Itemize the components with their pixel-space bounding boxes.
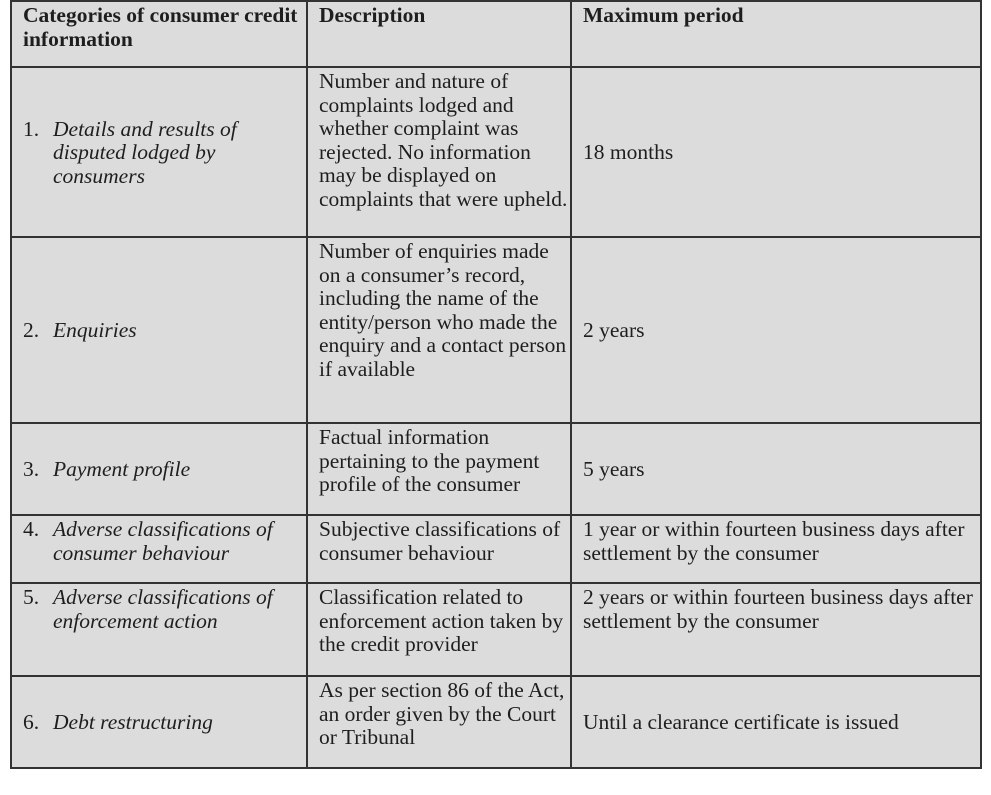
category-name: Payment profile <box>53 457 191 482</box>
period-cell: 1 year or within fourteen business days after settlement by the consumer <box>571 515 981 583</box>
description-cell: As per section 86 of the Act, an order given by the Court or Tribunal <box>307 676 571 768</box>
description-cell: Subjective classifications of consumer behaviour <box>307 515 571 583</box>
description-cell: Number of enquiries made on a consumer’s record, including the name of the entity/person who made the enquiry and a contact person if available <box>307 237 571 423</box>
description-cell: Factual information pertaining to the payment profile of the consumer <box>307 423 571 515</box>
row-number: 4. <box>23 517 40 541</box>
row-number: 2. <box>23 318 40 343</box>
table-row <box>11 67 981 237</box>
table-row <box>11 676 981 768</box>
category-name: Enquiries <box>53 318 137 343</box>
table-header-row <box>11 1 981 67</box>
category-cell <box>11 515 307 583</box>
period-cell: 18 months <box>571 67 981 237</box>
category-cell <box>11 67 307 237</box>
row-number: 3. <box>23 457 40 482</box>
category-cell <box>11 676 307 768</box>
period-cell: 5 years <box>571 423 981 515</box>
row-number: 1. <box>23 116 40 141</box>
category-cell <box>11 423 307 515</box>
row-number: 5. <box>23 585 40 609</box>
table-row <box>11 583 981 676</box>
row-number: 6. <box>23 710 40 735</box>
description-cell: Number and nature of complaints lodged and whether complaint was rejected. No information may be displayed on complaints that were upheld. <box>307 67 571 237</box>
period-cell: 2 years or within fourteen business days after settlement by the consumer <box>571 583 981 676</box>
credit-information-table <box>10 0 982 769</box>
category-name: Adverse classifications of consumer behaviour <box>53 517 273 565</box>
table-row <box>11 237 981 423</box>
category-name: Details and results of disputed lodged by consumers <box>53 116 237 188</box>
description-cell: Classification related to enforcement action taken by the credit provider <box>307 583 571 676</box>
category-name: Adverse classifications of enforcement action <box>53 585 273 633</box>
category-cell <box>11 583 307 676</box>
period-cell: Until a clearance certificate is issued <box>571 676 981 768</box>
category-name: Debt restructuring <box>53 710 213 735</box>
header-maximum-period: Maximum period <box>571 1 981 67</box>
table-row <box>11 423 981 515</box>
header-categories: Categories of consumer credit information <box>11 1 307 67</box>
header-description: Description <box>307 1 571 67</box>
category-cell <box>11 237 307 423</box>
table-row <box>11 515 981 583</box>
period-cell: 2 years <box>571 237 981 423</box>
